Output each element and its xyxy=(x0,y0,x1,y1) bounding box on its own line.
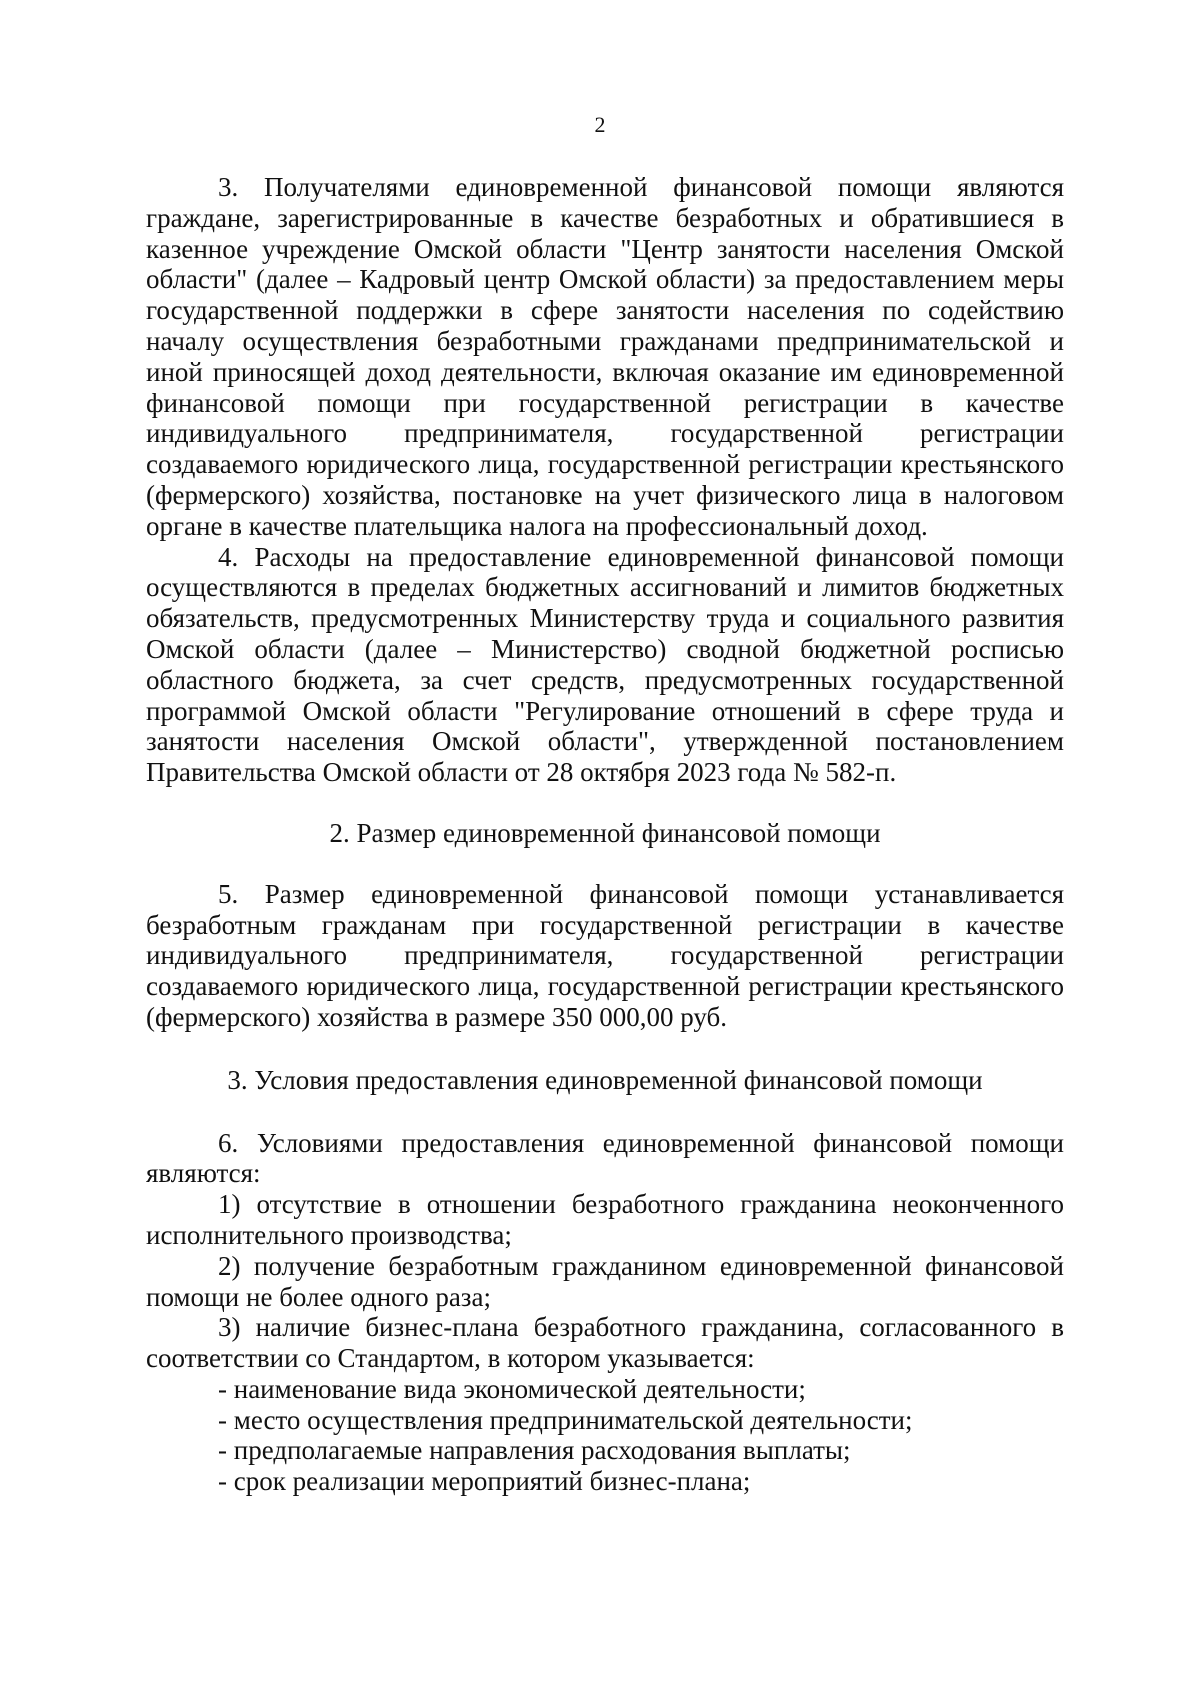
paragraph-3: 3. Получателями единовременной финансовой помощи являются граждане, зарегистрированные в качестве безработных и обратившиеся в казенное учреждение Омской области "Центр занятости населения Омской области" (далее – Кадровый центр Омской области) за предоставлением меры государственной поддержки в сфере занятости населения по содействию началу осуществления безработными гражданами предпринимательской и иной приносящей доход деятельности, включая оказание им единовременной финансовой помощи при государственной регистрации в качестве индивидуального предпринимателя, государственной регистрации создаваемого юридического лица, государственной регистрации крестьянского (фермерского) хозяйства, постановке на учет физического лица в налоговом органе в качестве плательщика налога на профессиональный доход. xyxy=(146,172,1064,541)
business-plan-item-1: - наименование вида экономической деятельности; xyxy=(218,1373,806,1404)
business-plan-item-3: - предполагаемые направления расходования выплаты; xyxy=(218,1435,851,1466)
business-plan-item-4: - срок реализации мероприятий бизнес-плана; xyxy=(218,1466,751,1497)
condition-item-2: 2) получение безработным гражданином единовременной финансовой помощи не более одного раза; xyxy=(146,1250,1064,1312)
page-number: 2 xyxy=(594,112,606,137)
condition-item-3: 3) наличие бизнес-плана безработного гражданина, согласованного в соответствии со Стандартом, в котором указывается: xyxy=(146,1312,1064,1374)
paragraph-5: 5. Размер единовременной финансовой помощи устанавливается безработным гражданам при государственной регистрации в качестве индивидуального предпринимателя, государственной регистрации создаваемого юридического лица, государственной регистрации крестьянского (фермерского) хозяйства в размере 350 000,00 руб. xyxy=(146,878,1064,1032)
condition-item-1: 1) отсутствие в отношении безработного гражданина неоконченного исполнительного производства; xyxy=(146,1189,1064,1250)
document-body xyxy=(146,172,1064,1497)
business-plan-item-2: - место осуществления предпринимательской деятельности; xyxy=(218,1404,913,1435)
paragraph-4: 4. Расходы на предоставление единовременной финансовой помощи осуществляются в пределах бюджетных ассигнований и лимитов бюджетных обязательств, предусмотренных Министерству труда и социального развития Омской области (далее – Министерство) сводной бюджетной росписью областного бюджета, за счет средств, предусмотренных государственной программой Омской области "Регулирование отношений в сфере труда и занятости населения Омской области", утвержденной постановлением Правительства Омской области от 28 октября 2023 года № 582-п. xyxy=(146,541,1064,788)
section-heading-3: 3. Условия предоставления единовременной финансовой помощи xyxy=(227,1064,983,1095)
paragraph-6: 6. Условиями предоставления единовременной финансовой помощи являются: xyxy=(146,1127,1064,1189)
section-heading-2: 2. Размер единовременной финансовой помощи xyxy=(329,817,881,848)
